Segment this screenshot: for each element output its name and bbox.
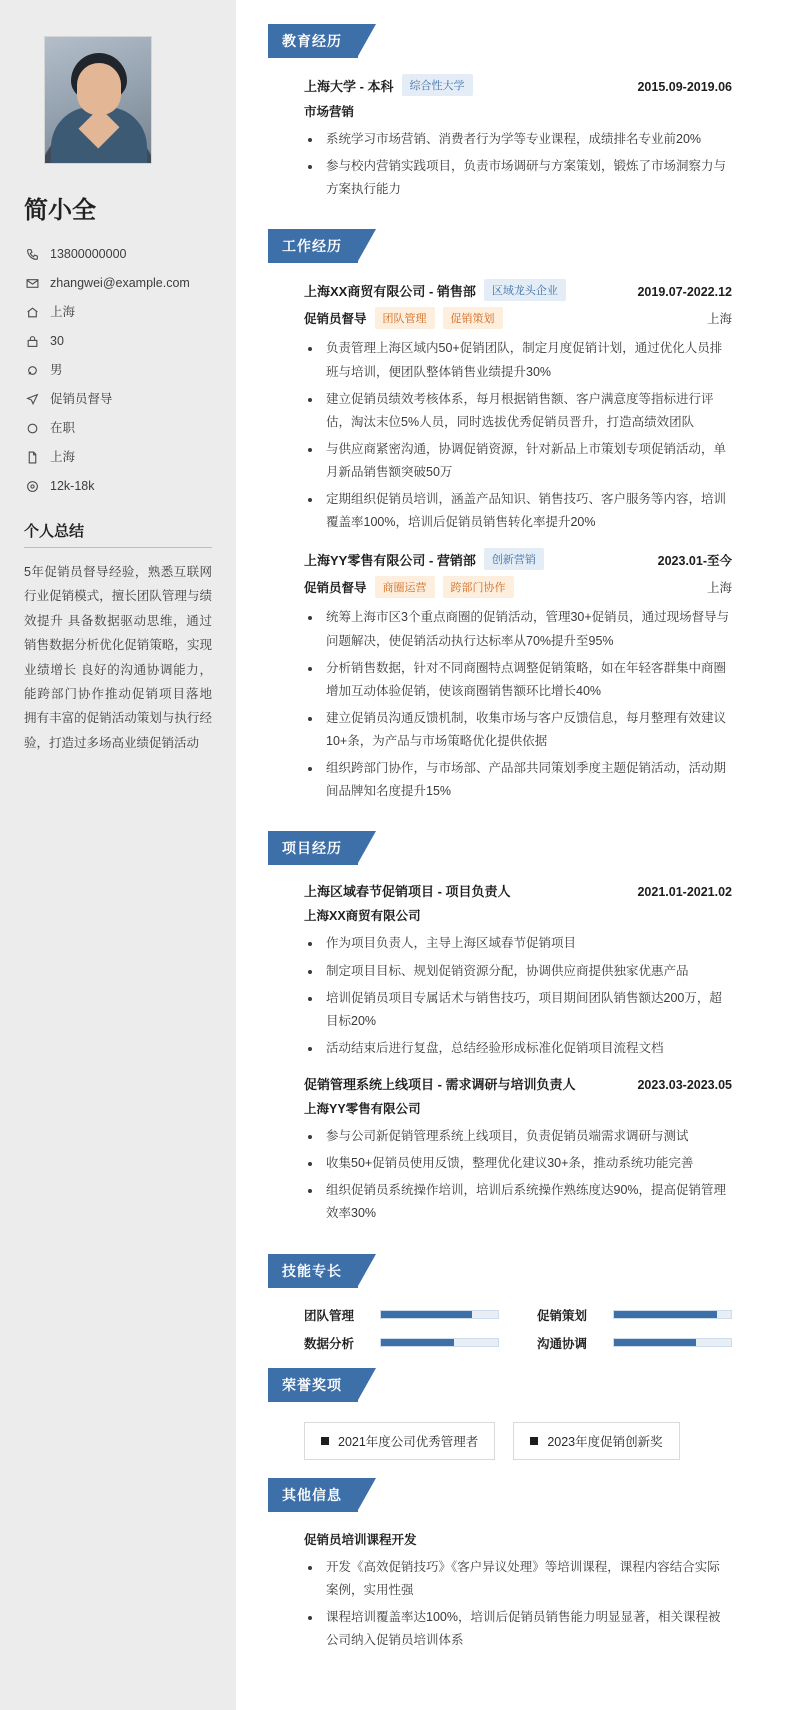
list-item: • 分析销售数据，针对不同商圈特点调整促销策略，如在年轻客群集中商圈增加互动体验促销，使该商圈销售额环比增长40% [322,657,732,703]
education-entry [304,74,732,201]
work-body [256,263,738,825]
section-title: 其他信息 [268,1478,358,1512]
contact-item-gender [24,363,212,378]
other-body [256,1512,738,1675]
section-honors [256,1368,738,1472]
candidate-name: 简小全 [24,197,96,224]
honor-label: 2023年度促销创新奖 [547,1434,663,1449]
section-work [256,229,738,825]
section-other [256,1478,738,1675]
school-tag: 综合性大学 [402,74,473,96]
work-entry [304,279,732,534]
position-title: 促销员督导 [304,581,367,596]
projects-body [256,865,738,1247]
skill-bar-fill [614,1339,696,1346]
company-tag: 区域龙头企业 [484,279,566,301]
work-left [304,279,566,301]
skill-bar-fill [381,1311,472,1318]
school-name: 上海大学 - 本科 [304,78,394,94]
section-header-projects [268,831,358,865]
skill-bar-fill [614,1311,717,1318]
skill-tag: 商圈运营 [375,576,435,598]
list-item: • 收集50+促销员使用反馈，整理优化建议30+条，推动系统功能完善 [322,1152,732,1175]
position-title: 促销员督导 [304,312,367,327]
honor-label: 2021年度公司优秀管理者 [338,1434,479,1449]
company-name: 上海YY零售有限公司 - 营销部 [304,552,476,568]
contact-item-position [24,392,212,407]
skill-item [304,1334,499,1352]
list-item: • 参与校内营销实践项目，负责市场调研与方案策划，锻炼了市场洞察力与方案执行能力 [322,155,732,201]
work-city: 上海 [706,312,732,327]
education-row-head [304,74,732,96]
work-position-group [304,307,503,329]
work-row-head [304,548,732,570]
skills-grid [256,1288,738,1362]
skill-bar [613,1338,732,1347]
education-left [304,74,473,96]
skill-label: 促销策划 [537,1308,588,1323]
list-item: • 系统学习市场营销、消费者行为学等专业课程，成绩排名专业前20% [322,128,732,151]
list-item: • 参与公司新促销管理系统上线项目，负责促销员端需求调研与测试 [322,1125,732,1148]
contact-item-email [24,276,212,291]
skill-item [537,1334,732,1352]
contact-item-location [24,305,212,320]
contact-value: 30 [50,334,64,348]
project-date: 2021.01-2021.02 [637,885,732,900]
project-name: 促销管理系统上线项目 - 需求调研与培训负责人 [304,1077,576,1092]
circle-icon [24,422,40,435]
section-title: 项目经历 [268,831,358,865]
education-bullets [304,128,732,201]
education-major: 市场营销 [304,105,355,119]
phone-icon [24,248,40,261]
contact-value: 12k-18k [50,479,95,493]
section-arrow-icon [358,831,376,863]
contact-item-phone [24,247,212,262]
section-header-education [268,24,358,58]
section-arrow-icon [358,24,376,56]
project-bullets [304,932,732,1060]
project-entry [304,1074,732,1226]
target-icon [24,480,40,493]
contact-value: 上海 [50,450,76,464]
skill-bar [380,1338,499,1347]
list-item: • 建立促销员绩效考核体系，每月根据销售额、客户满意度等指标进行评估，淘汰末位5%人员，同时选拔优秀促销员晋升，打造高绩效团队 [322,388,732,434]
list-item: • 活动结束后进行复盘，总结经验形成标准化促销项目流程文档 [322,1037,732,1060]
section-projects [256,831,738,1247]
skill-label: 沟通协调 [537,1336,588,1351]
section-title: 荣誉奖项 [268,1368,358,1402]
section-arrow-icon [358,229,376,261]
summary-text: 5年促销员督导经验，熟悉互联网行业促销模式，擅长团队管理与绩效提升 具备数据驱动思维，通过销售数据分析优化促销策略，实现业绩增长 良好的沟通协调能力，能跨部门协作推动促销项目落地 拥有丰富的促销活动策划与执行经验，打造过多场高业绩促销活动 [24,565,212,750]
contact-value: zhangwei@example.com [50,276,190,290]
company-name: 上海XX商贸有限公司 - 销售部 [304,283,476,299]
avatar [44,36,152,164]
list-item: • 课程培训覆盖率达100%，培训后促销员销售能力明显显著，相关课程被公司纳入促销员培训体系 [322,1606,732,1652]
list-item: • 与供应商紧密沟通，协调促销资源，针对新品上市策划专项促销活动，单月新品销售额突破50万 [322,438,732,484]
project-company: 上海XX商贸有限公司 [304,909,421,924]
section-arrow-icon [358,1368,376,1400]
skill-tag: 团队管理 [375,307,435,329]
skill-tag: 跨部门协作 [443,576,514,598]
project-company: 上海YY零售有限公司 [304,1102,421,1116]
contact-item-status [24,421,212,436]
section-title: 技能专长 [268,1254,358,1288]
section-title: 教育经历 [268,24,358,58]
section-education [256,24,738,223]
divider [24,547,212,548]
work-date: 2019.07-2022.12 [637,284,732,299]
work-bullets [304,606,732,803]
education-body [256,58,738,223]
list-item: • 开发《高效促销技巧》《客户异议处理》等培训课程，课程内容结合实际案例，实用性强 [322,1556,732,1602]
sidebar [0,0,236,1710]
project-row-head [304,881,732,900]
project-date: 2023.03-2023.05 [637,1078,732,1092]
section-header-work [268,229,358,263]
list-item: • 作为项目负责人，主导上海区域春节促销项目 [322,932,732,955]
section-arrow-icon [358,1478,376,1510]
section-skills [256,1254,738,1362]
contact-value: 促销员督导 [50,392,113,406]
company-tag: 创新营销 [484,548,544,570]
contact-value: 上海 [50,305,76,319]
honor-item [304,1422,495,1460]
work-subrow [304,307,732,329]
section-arrow-icon [358,1254,376,1286]
skill-bar-fill [381,1339,454,1346]
list-item: • 定期组织促销员培训，涵盖产品知识、销售技巧、客户服务等内容，培训覆盖率100%，培训后促销员销售转化率提升20% [322,488,732,534]
gender-icon [24,364,40,377]
send-icon [24,393,40,406]
square-bullet-icon [530,1437,538,1445]
home-icon [24,306,40,319]
skill-label: 数据分析 [304,1336,355,1351]
work-bullets [304,337,732,534]
work-date: 2023.01-至今 [657,553,732,568]
contact-value: 男 [50,363,63,377]
work-subrow [304,576,732,598]
section-title: 工作经历 [268,229,358,263]
list-item: • 培训促销员项目专属话术与销售技巧，项目期间团队销售额达200万，超目标20% [322,987,732,1033]
lock-icon [24,335,40,348]
section-header-skills [268,1254,358,1288]
honor-item [513,1422,679,1460]
list-item: • 组织促销员系统操作培训，培训后系统操作熟练度达90%，提高促销管理效率30% [322,1179,732,1225]
work-entry [304,548,732,803]
avatar-face [77,63,121,115]
doc-icon [24,451,40,464]
other-bullets [304,1556,732,1653]
project-entry [304,881,732,1060]
skill-item [537,1306,732,1324]
work-row-head [304,279,732,301]
summary-title: 个人总结 [24,523,85,540]
list-item: • 统筹上海市区3个重点商圈的促销活动，管理30+促销员，通过现场督导与问题解决，使促销活动执行达标率从70%提升至95% [322,606,732,652]
work-left [304,548,544,570]
work-position-group [304,576,514,598]
skill-bar [613,1310,732,1319]
work-city: 上海 [706,581,732,596]
skill-bar [380,1310,499,1319]
section-header-other [268,1478,358,1512]
square-bullet-icon [321,1437,329,1445]
section-header-honors [268,1368,358,1402]
mail-icon [24,277,40,290]
main-content [236,0,794,1710]
skill-item [304,1306,499,1324]
contact-value: 13800000000 [50,247,127,261]
contact-list [24,247,212,494]
skill-tag: 促销策划 [443,307,503,329]
project-name: 上海区域春节促销项目 - 项目负责人 [304,884,511,900]
contact-value: 在职 [50,421,76,435]
list-item: • 组织跨部门协作，与市场部、产品部共同策划季度主题促销活动，活动期间品牌知名度提升15% [322,757,732,803]
education-date: 2015.09-2019.06 [637,79,732,94]
skill-label: 团队管理 [304,1308,355,1323]
project-bullets [304,1125,732,1226]
list-item: • 负责管理上海区域内50+促销团队，制定月度促销计划，通过优化人员排班与培训，便团队整体销售业绩提升30% [322,337,732,383]
other-heading: 促销员培训课程开发 [304,1532,417,1547]
list-item: • 建立促销员沟通反馈机制，收集市场与客户反馈信息，每月整理有效建议10+条，为产品与市场策略优化提供依据 [322,707,732,753]
honors-list [256,1402,738,1472]
contact-item-age [24,334,212,349]
contact-item-salary [24,479,212,494]
list-item: • 制定项目目标、规划促销资源分配，协调供应商提供独家优惠产品 [322,960,732,983]
contact-item-work-city [24,450,212,465]
project-row-head [304,1074,732,1093]
